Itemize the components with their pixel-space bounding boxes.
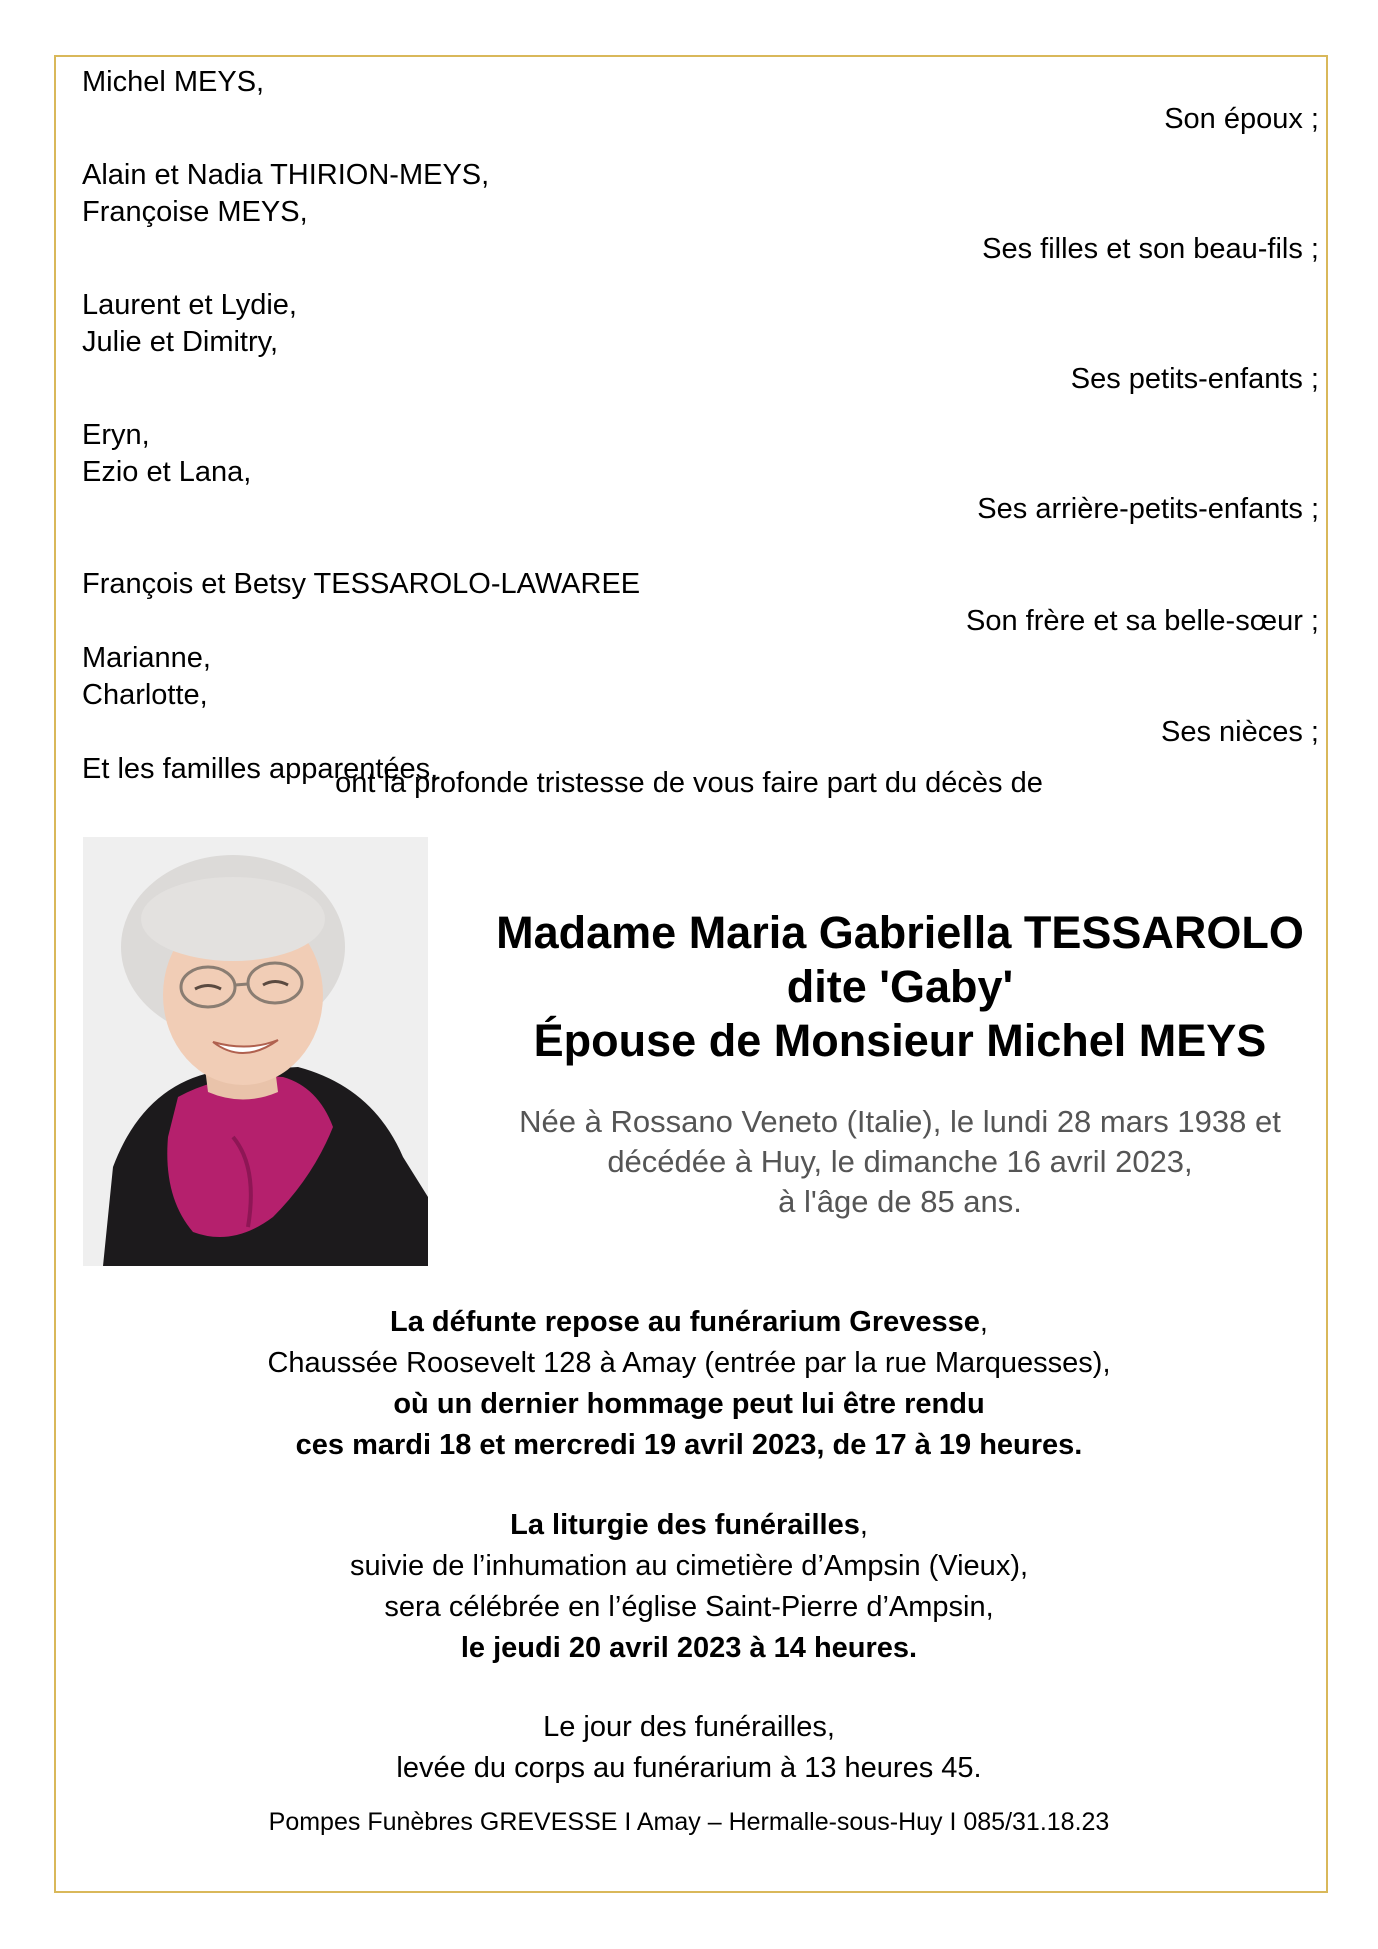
- birth-line: Née à Rossano Veneto (Italie), le lundi 28 mars 1938 et: [519, 1104, 1281, 1139]
- deceased-nickname: dite 'Gaby': [786, 961, 1014, 1012]
- portrait-photo: [83, 837, 428, 1266]
- family-name: Julie et Dimitry,: [82, 326, 279, 358]
- funeral-date: le jeudi 20 avril 2023 à 14 heures.: [460, 1632, 918, 1664]
- deceased-spouse: Épouse de Monsieur Michel MEYS: [533, 1015, 1267, 1066]
- portrait-illustration: [83, 837, 428, 1266]
- levee-section: [0, 1707, 1378, 1789]
- deceased-title: [440, 906, 1360, 1068]
- funeral-section: [0, 1505, 1378, 1669]
- announcement-intro: ont la profonde tristesse de vous faire part du décès de: [335, 767, 1043, 799]
- funeral-heading-punct: ,: [859, 1509, 868, 1541]
- visitation-section: [0, 1302, 1378, 1466]
- funeral-home-footer: Pompes Funèbres GREVESSE I Amay – Hermalle-sous-Huy I 085/31.18.23: [268, 1808, 1110, 1836]
- death-line: décédée à Huy, le dimanche 16 avril 2023,: [607, 1144, 1193, 1179]
- family-name: Et les familles apparentées,: [82, 753, 439, 785]
- visitation-heading-punct: ,: [979, 1306, 988, 1338]
- family-name: Laurent et Lydie,: [82, 289, 297, 321]
- family-name: Alain et Nadia THIRION-MEYS,: [82, 159, 490, 191]
- family-relation: Son époux ;: [1164, 103, 1319, 135]
- family-list: [82, 64, 1322, 788]
- family-name: Françoise MEYS,: [82, 196, 308, 228]
- funeral-heading: La liturgie des funérailles: [510, 1509, 860, 1541]
- levee-line-2: levée du corps au funérarium à 13 heures 45.: [396, 1752, 982, 1784]
- family-relation: Son frère et sa belle-sœur ;: [966, 605, 1319, 637]
- family-relation: Ses filles et son beau-fils ;: [982, 233, 1319, 265]
- funeral-burial: suivie de l’inhumation au cimetière d’Ampsin (Vieux),: [349, 1550, 1029, 1582]
- family-relation: Ses petits-enfants ;: [1070, 363, 1319, 395]
- funeral-church: sera célébrée en l’église Saint-Pierre d’Ampsin,: [384, 1591, 994, 1623]
- family-relation: Ses nièces ;: [1161, 716, 1319, 748]
- visitation-heading: La défunte repose au funérarium Grevesse: [390, 1306, 980, 1338]
- family-relation: Ses arrière-petits-enfants ;: [977, 493, 1319, 525]
- visitation-address: Chaussée Roosevelt 128 à Amay (entrée par la rue Marquesses),: [267, 1347, 1111, 1379]
- deceased-name: Madame Maria Gabriella TESSAROLO: [496, 907, 1304, 958]
- visitation-tribute: où un dernier hommage peut lui être rendu: [393, 1388, 985, 1420]
- age-line: à l'âge de 85 ans.: [778, 1184, 1022, 1219]
- family-name: Eryn,: [82, 419, 150, 451]
- levee-line-1: Le jour des funérailles,: [543, 1711, 835, 1743]
- family-name: Ezio et Lana,: [82, 456, 252, 488]
- visitation-dates: ces mardi 18 et mercredi 19 avril 2023, de 17 à 19 heures.: [295, 1429, 1083, 1461]
- birth-death-details: [440, 1102, 1360, 1222]
- family-name: Charlotte,: [82, 679, 208, 711]
- family-name: François et Betsy TESSAROLO-LAWAREE: [82, 568, 641, 600]
- family-name: Marianne,: [82, 642, 211, 674]
- family-name: Michel MEYS,: [82, 66, 265, 98]
